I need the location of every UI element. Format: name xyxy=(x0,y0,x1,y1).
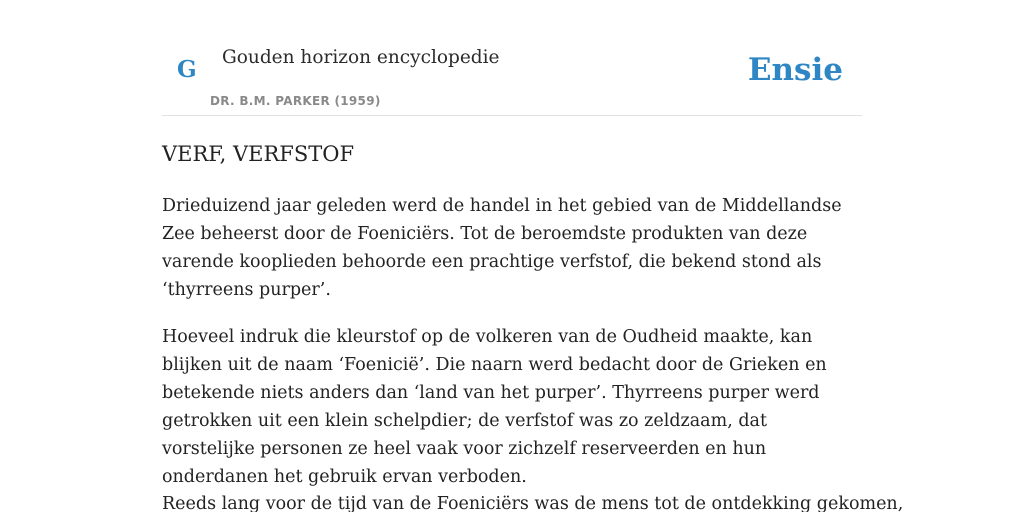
article-paragraph: Hoeveel indruk die kleurstof op de volkeren van de Oudheid maakte, kan blijken uit de naam ‘Foenicië’. Die naarn werd bedacht door de Grieken en betekende niets anders dan ‘land van het purper’. Thyrreens purper werd getrokken uit een klein schelpdier; de verfstof was zo zeldzaam, dat vorstelijke personen ze heel vaak voor zichzelf reserveerden en hun onderdanen het gebruik ervan verboden. xyxy=(162,327,827,487)
book-author: DR. B.M. PARKER (1959) xyxy=(210,94,381,108)
book-header xyxy=(162,0,862,116)
site-logo[interactable]: Ensie xyxy=(747,52,843,88)
content-column xyxy=(162,0,904,512)
book-title[interactable]: Gouden horizon encyclopedie xyxy=(222,47,500,68)
article-paragraph: Drieduizend jaar geleden werd de handel in het gebied van de Middellandse Zee beheerst door de Foeniciërs. Tot de beroemdste produkten van deze varende kooplieden behoorde een prachtige verfstof, die bekend stond als ‘thyrreens purper’. xyxy=(162,196,842,300)
article-title: VERF, VERFSTOF xyxy=(162,142,355,166)
article-paragraph: Reeds lang voor de tijd van de Foeniciërs was de mens tot de ontdekking gekomen, xyxy=(162,494,904,512)
book-logo-icon[interactable]: G xyxy=(177,56,197,83)
